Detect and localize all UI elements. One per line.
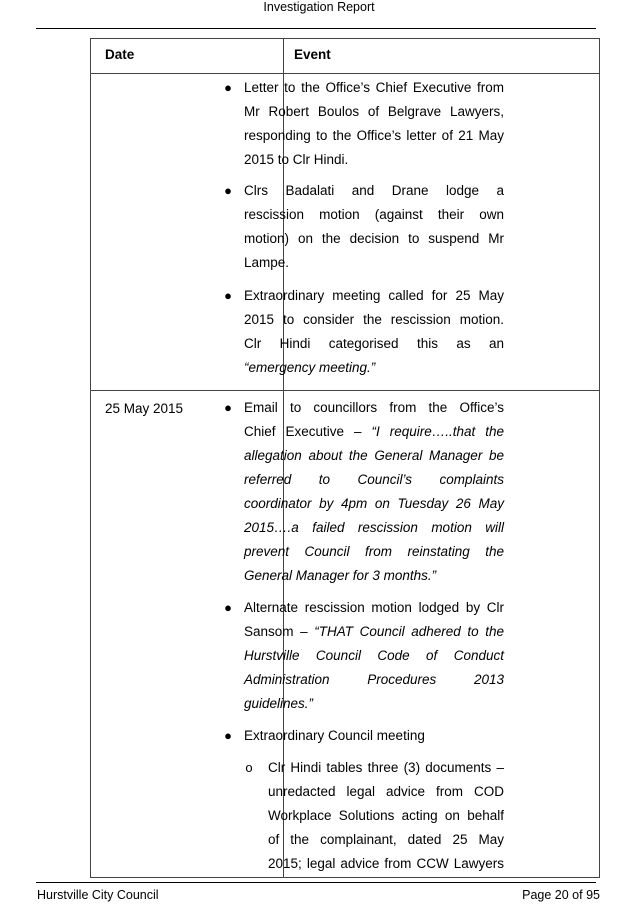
bullet-icon: ● — [224, 600, 232, 615]
event-text-quote: “THAT Council adhered to the — [314, 624, 504, 639]
event-text-line: 2015 to consider the rescission motion. — [244, 312, 504, 327]
event-text-line: Clrs Badalati and Drane lodge a — [244, 183, 504, 198]
footer-rule — [36, 882, 596, 883]
event-text-line: guidelines.” — [244, 696, 314, 711]
event-text-line: Extraordinary Council meeting — [244, 728, 425, 743]
event-item — [244, 76, 504, 172]
event-text-line: Workplace Solutions acting on behalf — [268, 808, 504, 823]
event-item — [244, 596, 504, 716]
event-item — [244, 284, 504, 380]
event-text-plain: Chief Executive – — [244, 424, 372, 439]
bullet-icon: ● — [224, 400, 232, 415]
event-text-line: General Manager for 3 months.” — [244, 568, 437, 583]
event-sub-item — [268, 756, 504, 876]
event-item — [244, 179, 504, 275]
event-text-line: Extraordinary meeting called for 25 May — [244, 288, 504, 303]
event-item — [244, 724, 504, 748]
header-row-divider — [91, 73, 599, 74]
event-text-line: Clr Hindi categorised this as an — [244, 336, 504, 351]
event-text-line: Administration Procedures 2013 — [244, 672, 504, 687]
event-text-line: rescission motion (against their own — [244, 207, 504, 222]
sub-bullet-icon: o — [245, 760, 253, 775]
event-text-line: 2015….a failed rescission motion will — [244, 520, 504, 535]
event-text-line: responding to the Office’s letter of 21 May — [244, 128, 504, 143]
event-text-line: referred to Council’s complaints — [244, 472, 504, 487]
event-item — [244, 396, 504, 588]
event-text-line: Hurstville Council Code of Conduct — [244, 648, 504, 663]
footer-page-number: Page 20 of 95 — [522, 888, 600, 902]
bullet-icon: ● — [224, 288, 232, 303]
event-text-line: 2015; legal advice from CCW Lawyers — [268, 856, 504, 871]
event-text-line: “emergency meeting.” — [244, 360, 376, 375]
event-text-line: unredacted legal advice from COD — [268, 784, 504, 799]
bullet-icon: ● — [224, 183, 232, 198]
event-text-line — [244, 420, 504, 444]
event-text-line: Alternate rescission motion lodged by Clr — [244, 600, 504, 615]
event-text-line: motion) on the decision to suspend Mr — [244, 231, 504, 246]
event-text-line: Lampe. — [244, 255, 290, 270]
event-text-line: Email to councillors from the Office’s — [244, 400, 504, 415]
event-text-line — [244, 620, 504, 644]
event-text-line: allegation about the General Manager be — [244, 448, 504, 463]
event-text-line: prevent Council from reinstating the — [244, 544, 504, 559]
event-text-line: coordinator by 4pm on Tuesday 26 May — [244, 496, 504, 511]
bullet-icon: ● — [224, 728, 232, 743]
page-header-title: Investigation Report — [263, 0, 375, 14]
event-text-line: of the complainant, dated 25 May — [268, 832, 504, 847]
event-text-line: Mr Robert Boulos of Belgrave Lawyers, — [244, 104, 504, 119]
column-header-date: Date — [105, 47, 135, 62]
footer-organization: Hurstville City Council — [37, 888, 159, 902]
event-text-line: Clr Hindi tables three (3) documents – — [268, 760, 504, 775]
event-text-plain: Sansom – — [244, 624, 315, 639]
row-date: 25 May 2015 — [105, 401, 184, 416]
bullet-icon: ● — [224, 80, 232, 95]
column-header-event: Event — [294, 47, 331, 62]
row-divider — [91, 390, 599, 391]
header-rule — [36, 28, 596, 29]
event-text-quote: “I require…..that the — [371, 424, 504, 439]
event-text-line: 2015 to Clr Hindi. — [244, 152, 349, 167]
event-text-line: Letter to the Office’s Chief Executive from — [244, 80, 504, 95]
